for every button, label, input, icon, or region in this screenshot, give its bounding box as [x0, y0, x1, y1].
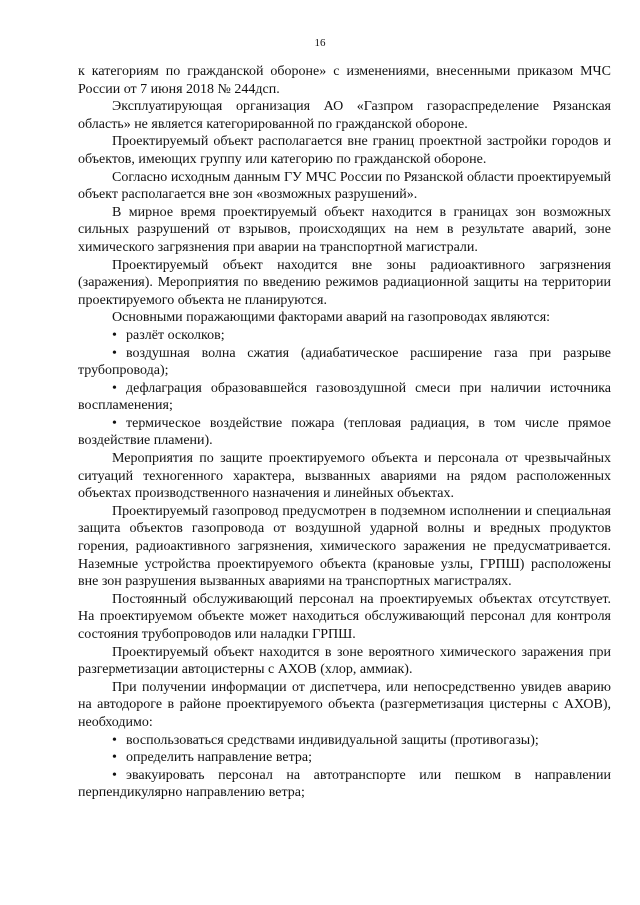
paragraph: При получении информации от диспетчера, или непосредственно увидев аварию на автодороге в районе проектируемого объекта (разгерметизация цистерны с АХОВ), необходимо: [78, 679, 611, 730]
page-body [78, 63, 611, 802]
bullet-text: дефлаграция образовавшейся газовоздушной смеси при наличии источника воспламенения; [78, 380, 611, 414]
page-number: 16 [314, 37, 326, 49]
bullet-item [78, 380, 611, 415]
paragraph: Проектируемый объект располагается вне границ проектной застройки городов и объектов, имеющих группу или категорию по гражданской обороне. [78, 134, 611, 167]
paragraph: В мирное время проектируемый объект находится в границах зон возможных сильных разрушений от взрывов, происходящих на нем в результате аварий, зоне химического загрязнения при аварии на транспортной магистрали. [78, 204, 611, 255]
paragraph: Проектируемый объект находится вне зоны радиоактивного загрязнения (заражения). Мероприятия по введению режимов радиационной защиты на территории проектируемого объекта не планируются. [78, 257, 611, 308]
bullet-text: эвакуировать персонал на автотранспорте или пешком в направлении перпендикулярно направлению ветра; [78, 767, 611, 801]
bullet-marker: • [112, 415, 117, 431]
bullet-text: разлёт осколков; [126, 327, 225, 343]
bullet-marker: • [112, 767, 117, 783]
paragraph: Эксплуатирующая организация АО «Газпром газораспределение Рязанская область» не является категорированной по гражданской обороне. [78, 99, 611, 132]
paragraph: Проектируемый газопровод предусмотрен в подземном исполнении и специальная защита объектов газопровода от воздушной ударной волны и вредных продуктов горения, радиоактивного загрязнения, химического заражения не предусматривается. Наземные устройства проектируемого объекта (крановые узлы, ГРПШ) расположены вне зон разрушения вызванных авариями на транспортных магистралях. [78, 503, 611, 590]
bullet-text: определить направление ветра; [126, 750, 313, 766]
bullet-item [78, 415, 611, 450]
paragraph: Основными поражающими факторами аварий на газопроводах являются: [112, 310, 551, 326]
bullet-item [78, 732, 611, 750]
paragraph: к категориям по гражданской обороне» с изменениями, внесенными приказом МЧС России от 7 июня 2018 № 244дсп. [78, 64, 611, 97]
bullet-marker: • [112, 750, 117, 766]
paragraph: Проектируемый объект находится в зоне вероятного химического заражения при разгерметизации автоцистерны с АХОВ (хлор, аммиак). [78, 644, 611, 678]
paragraph: Согласно исходным данным ГУ МЧС России по Рязанской области проектируемый объект располагается вне зон «возможных разрушений». [78, 169, 611, 203]
bullet-item [78, 749, 611, 767]
paragraph: Постоянный обслуживающий персонал на проектируемых объектах отсутствует. На проектируемом объекте может находиться обслуживающий персонал для контроля состояния трубопроводов или наладки ГРПШ. [78, 591, 611, 642]
bullet-item [78, 767, 611, 802]
bullet-text: воздушная волна сжатия (адиабатическое расширение газа при разрыве трубопровода); [78, 345, 611, 379]
paragraph: Мероприятия по защите проектируемого объекта и персонала от чрезвычайных ситуаций техногенного характера, вызванных авариями на рядом расположенных объектах производственного назначения и линейных объектах. [78, 451, 611, 502]
bullet-marker: • [112, 732, 117, 748]
bullet-text: воспользоваться средствами индивидуальной защиты (противогазы); [126, 732, 539, 748]
bullet-item [78, 345, 611, 380]
bullet-marker: • [112, 327, 117, 343]
bullet-item [78, 327, 611, 345]
bullet-marker: • [112, 380, 117, 396]
bullet-marker: • [112, 345, 117, 361]
bullet-text: термическое воздействие пожара (тепловая радиация, в том числе прямое воздействие пламени). [78, 415, 611, 449]
